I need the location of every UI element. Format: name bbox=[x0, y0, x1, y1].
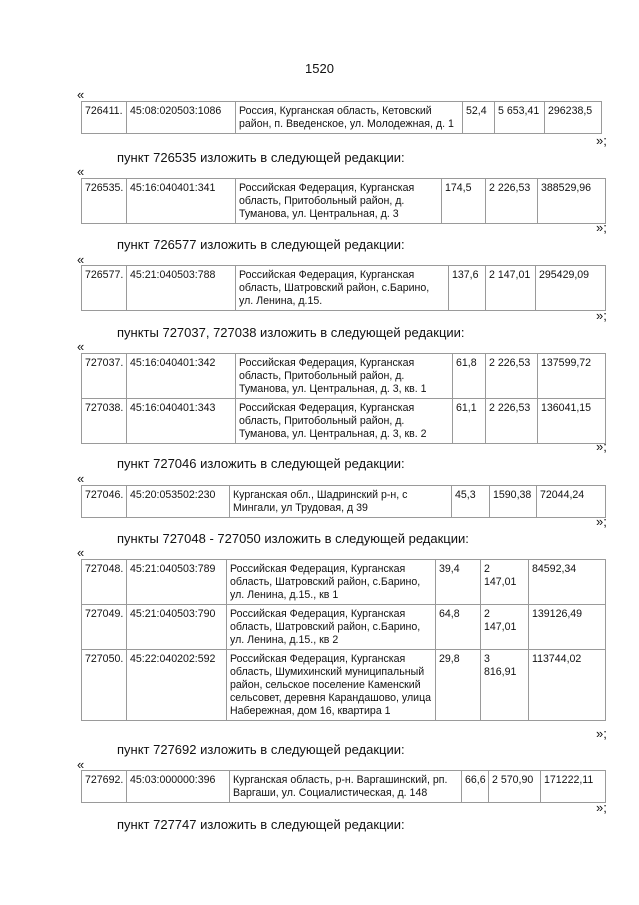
amendment-table bbox=[81, 178, 606, 224]
table-row bbox=[82, 354, 606, 399]
cadastral-number-cell: 45:21:040503:789 bbox=[127, 560, 227, 605]
quote-open: « bbox=[77, 164, 85, 179]
page-number: 1520 bbox=[305, 61, 334, 76]
quote-open: « bbox=[77, 471, 85, 486]
item-number-cell: 727038. bbox=[82, 399, 127, 444]
price-cell: 3 816,91 bbox=[481, 650, 529, 721]
item-number-cell: 726577. bbox=[82, 266, 127, 311]
table-row bbox=[82, 179, 606, 224]
area-cell: 64,8 bbox=[436, 605, 481, 650]
cadastral-number-cell: 45:20:053502:230 bbox=[127, 486, 230, 518]
cadastral-number-cell: 45:16:040401:342 bbox=[127, 354, 236, 399]
item-number-cell: 727046. bbox=[82, 486, 127, 518]
amendment-heading: пункты 727037, 727038 изложить в следующей редакции: bbox=[117, 325, 465, 340]
value-cell: 113744,02 bbox=[529, 650, 606, 721]
quote-open: « bbox=[77, 757, 85, 772]
item-number-cell: 726411. bbox=[82, 102, 127, 134]
table-row bbox=[82, 486, 606, 518]
table-row bbox=[82, 102, 602, 134]
value-cell: 296238,5 bbox=[545, 102, 602, 134]
area-cell: 29,8 bbox=[436, 650, 481, 721]
price-cell: 2 226,53 bbox=[486, 354, 538, 399]
cadastral-number-cell: 45:08:020503:1086 bbox=[127, 102, 236, 134]
item-number-cell: 727692. bbox=[82, 771, 127, 803]
cadastral-number-cell: 45:21:040503:788 bbox=[127, 266, 236, 311]
quote-close: »; bbox=[596, 514, 607, 529]
quote-open: « bbox=[77, 339, 85, 354]
price-cell: 1590,38 bbox=[490, 486, 537, 518]
quote-close: »; bbox=[596, 800, 607, 815]
address-cell: Российская Федерация, Курганская область, Шумихинский муниципальный район, сельское поселение Каменский сельсовет, деревня Карандашово, улица Набережная, дом 16, квартира 1 bbox=[227, 650, 436, 721]
quote-close: »; bbox=[596, 220, 607, 235]
amendment-heading: пункт 726577 изложить в следующей редакции: bbox=[117, 237, 405, 252]
quote-open: « bbox=[77, 252, 85, 267]
cadastral-number-cell: 45:03:000000:396 bbox=[127, 771, 230, 803]
cadastral-number-cell: 45:22:040202:592 bbox=[127, 650, 227, 721]
area-cell: 61,8 bbox=[453, 354, 486, 399]
table-row bbox=[82, 771, 606, 803]
amendment-heading: пункт 726535 изложить в следующей редакции: bbox=[117, 150, 405, 165]
amendment-table bbox=[81, 559, 606, 721]
item-number-cell: 727037. bbox=[82, 354, 127, 399]
address-cell: Российская Федерация, Курганская область, Шатровский район, с.Барино, ул. Ленина, д.15., кв 1 bbox=[227, 560, 436, 605]
price-cell: 2 147,01 bbox=[481, 605, 529, 650]
value-cell: 295429,09 bbox=[536, 266, 606, 311]
amendment-table bbox=[81, 265, 606, 311]
area-cell: 66,6 bbox=[462, 771, 489, 803]
area-cell: 61,1 bbox=[453, 399, 486, 444]
price-cell: 5 653,41 bbox=[495, 102, 545, 134]
item-number-cell: 727048. bbox=[82, 560, 127, 605]
cadastral-number-cell: 45:16:040401:341 bbox=[127, 179, 236, 224]
area-cell: 45,3 bbox=[452, 486, 490, 518]
quote-close: »; bbox=[596, 439, 607, 454]
table-row bbox=[82, 650, 606, 721]
price-cell: 2 226,53 bbox=[486, 179, 538, 224]
address-cell: Российская Федерация, Курганская область, Притобольный район, д. Туманова, ул. Центральная, д. 3, кв. 2 bbox=[236, 399, 453, 444]
address-cell: Российская Федерация, Курганская область, Притобольный район, д. Туманова, ул. Центральная, д. 3 bbox=[236, 179, 442, 224]
item-number-cell: 727050. bbox=[82, 650, 127, 721]
address-cell: Курганская область, р-н. Варгашинский, рп. Варгаши, ул. Социалистическая, д. 148 bbox=[230, 771, 462, 803]
price-cell: 2 570,90 bbox=[489, 771, 541, 803]
quote-open: « bbox=[77, 545, 85, 560]
address-cell: Курганская обл., Шадринский р-н, с Мингали, ул Трудовая, д 39 bbox=[230, 486, 452, 518]
amendment-table bbox=[81, 770, 606, 803]
value-cell: 171222,11 bbox=[541, 771, 606, 803]
value-cell: 137599,72 bbox=[538, 354, 606, 399]
table-row bbox=[82, 399, 606, 444]
quote-close: »; bbox=[596, 726, 607, 741]
address-cell: Российская Федерация, Курганская область, Притобольный район, д. Туманова, ул. Центральная, д. 3, кв. 1 bbox=[236, 354, 453, 399]
amendment-heading: пункт 727692 изложить в следующей редакции: bbox=[117, 742, 405, 757]
quote-open: « bbox=[77, 87, 85, 102]
table-row bbox=[82, 605, 606, 650]
amendment-table bbox=[81, 101, 602, 134]
table-row bbox=[82, 560, 606, 605]
value-cell: 136041,15 bbox=[538, 399, 606, 444]
amendment-table bbox=[81, 485, 606, 518]
quote-close: »; bbox=[596, 308, 607, 323]
value-cell: 388529,96 bbox=[538, 179, 606, 224]
item-number-cell: 726535. bbox=[82, 179, 127, 224]
cadastral-number-cell: 45:16:040401:343 bbox=[127, 399, 236, 444]
address-cell: Россия, Курганская область, Кетовский район, п. Введенское, ул. Молодежная, д. 1 bbox=[236, 102, 463, 134]
address-cell: Российская Федерация, Курганская область, Шатровский район, с.Барино, ул. Ленина, д.15. bbox=[236, 266, 449, 311]
value-cell: 139126,49 bbox=[529, 605, 606, 650]
price-cell: 2 147,01 bbox=[486, 266, 536, 311]
address-cell: Российская Федерация, Курганская область, Шатровский район, с.Барино, ул. Ленина, д.15., кв 2 bbox=[227, 605, 436, 650]
amendment-heading: пункты 727048 - 727050 изложить в следующей редакции: bbox=[117, 531, 469, 546]
area-cell: 174,5 bbox=[442, 179, 486, 224]
price-cell: 2 147,01 bbox=[481, 560, 529, 605]
cadastral-number-cell: 45:21:040503:790 bbox=[127, 605, 227, 650]
amendment-heading: пункт 727747 изложить в следующей редакции: bbox=[117, 817, 405, 832]
value-cell: 72044,24 bbox=[537, 486, 606, 518]
amendment-table bbox=[81, 353, 606, 444]
table-row bbox=[82, 266, 606, 311]
quote-close: »; bbox=[596, 133, 607, 148]
item-number-cell: 727049. bbox=[82, 605, 127, 650]
area-cell: 52,4 bbox=[463, 102, 495, 134]
price-cell: 2 226,53 bbox=[486, 399, 538, 444]
area-cell: 39,4 bbox=[436, 560, 481, 605]
amendment-heading: пункт 727046 изложить в следующей редакции: bbox=[117, 456, 405, 471]
area-cell: 137,6 bbox=[449, 266, 486, 311]
value-cell: 84592,34 bbox=[529, 560, 606, 605]
